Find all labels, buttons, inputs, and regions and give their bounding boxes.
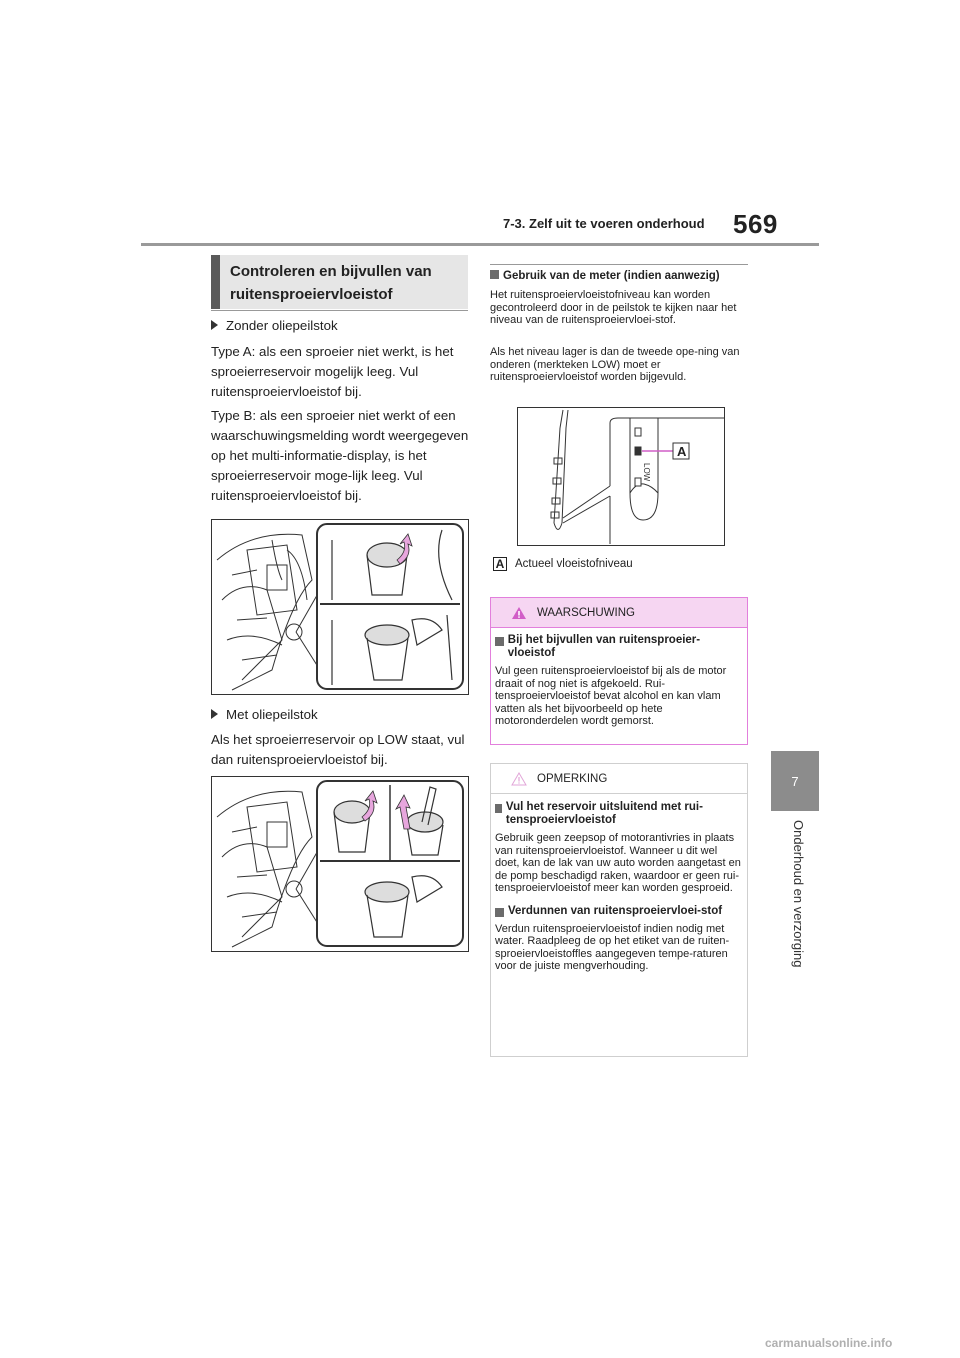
note-header [491,764,747,794]
illustration-reservoir-type-a [211,519,469,695]
right-top-rule [490,264,748,265]
caption-text: Actueel vloeistofniveau [515,557,633,570]
square-bullet-icon [495,637,504,646]
warning-subheading: Bij het bijvullen van ruitensproeier-vloeistof [495,634,741,660]
gauge-drawing [518,408,724,545]
note-title: OPMERKING [537,772,608,785]
engine-bay-drawing-2 [212,777,468,951]
note-text-2: Verdun ruitensproeiervloeistof indien nodig met water. Raadpleeg de op het etiket van de ruiten-sproeiervloeistoffles aangegeven tempe-raturen voor de juiste mengverhouding. [495,922,730,972]
page-number: 569 [733,209,778,239]
illustration-reservoir-dipstick [211,776,469,952]
note-text-1: Gebruik geen zeepsop of motorantivries in plaats van ruitensproeiervloeistof. Wanneer u dit wel doet, kan de lak van uw auto worden aangetast en de pomp beschadigd raken, waardoor er geen rui-tensproeiervloeistof meer kan worden gesproeid. [495,832,741,894]
paragraph-type-a: Type A: als een sproeier niet werkt, is het sproeierreservoir mogelijk leeg. Vul ruitensproeiervloeistof bij. [211,344,454,399]
warning-header [491,598,747,628]
header-rule [141,243,819,246]
section-heading: Controleren en bijvullen van ruitensproeiervloeistof [211,255,468,309]
warning-triangle-icon [511,606,527,620]
bullet-with-dipstick: Met oliepeilstok [211,705,469,725]
gauge-low-mark: LOW [642,463,651,482]
note-subheading-2: Verdunnen van ruitensproeiervloei-stof [495,905,741,918]
footer-watermark[interactable]: carmanualsonline.info [765,1336,893,1350]
square-bullet-icon [490,270,499,279]
section-title: 7-3. Zelf uit te voeren onderhoud [503,216,705,231]
gauge-label-a: A [677,444,687,459]
meter-paragraph-1: Het ruitensproeiervloeistofniveau kan worden gecontroleerd door in de peilstok te kijken naar het niveau van de ruitensproeiervloei-stof. [490,289,737,326]
bullet-without-dipstick: Zonder oliepeilstok [211,316,469,336]
square-bullet-icon [495,908,504,917]
heading-underline [211,310,468,311]
paragraph-type-b: Type B: als een sproeier niet werkt of een waarschuwingsmelding wordt weergegeven op het multi-informatie-display, is het sproeierreservoir moge-lijk leeg. Vul ruitensproeiervloeistof bij. [211,408,469,503]
caution-triangle-icon [511,772,527,786]
meter-heading: Gebruik van de meter (indien aanwezig) [490,270,750,282]
warning-text: Vul geen ruitensproeiervloeistof bij als de motor draait of nog niet is afgekoeld. Rui-tensproeiervloeistof bevat alcohol en kan vlam vatten als het bijvoorbeeld op hete motoronderdelen wordt gemorst. [495,665,727,727]
callout-a-icon: A [493,557,507,571]
triangle-bullet-icon [211,320,218,330]
triangle-bullet-icon [211,709,218,719]
chapter-title: Onderhoud en verzorging [791,820,806,968]
square-bullet-icon [495,804,502,813]
engine-bay-drawing [212,520,468,694]
warning-box [490,597,748,745]
paragraph-dipstick: Als het sproeierreservoir op LOW staat, vul dan ruitensproeiervloeistof bij. [211,732,465,767]
illustration-level-gauge [517,407,725,546]
note-subheading-1: Vul het reservoir uitsluitend met rui-tensproeiervloeistof [495,801,741,827]
note-box [490,763,748,1057]
warning-title: WAARSCHUWING [537,606,635,619]
caption-row [493,557,633,571]
chapter-tab[interactable]: 7 [771,751,819,811]
meter-paragraph-2: Als het niveau lager is dan de tweede ope-ning van onderen (merkteken LOW) moet er ruitensproeiervloeistof worden bijgevuld. [490,346,740,383]
chapter-tab-label [770,820,820,990]
